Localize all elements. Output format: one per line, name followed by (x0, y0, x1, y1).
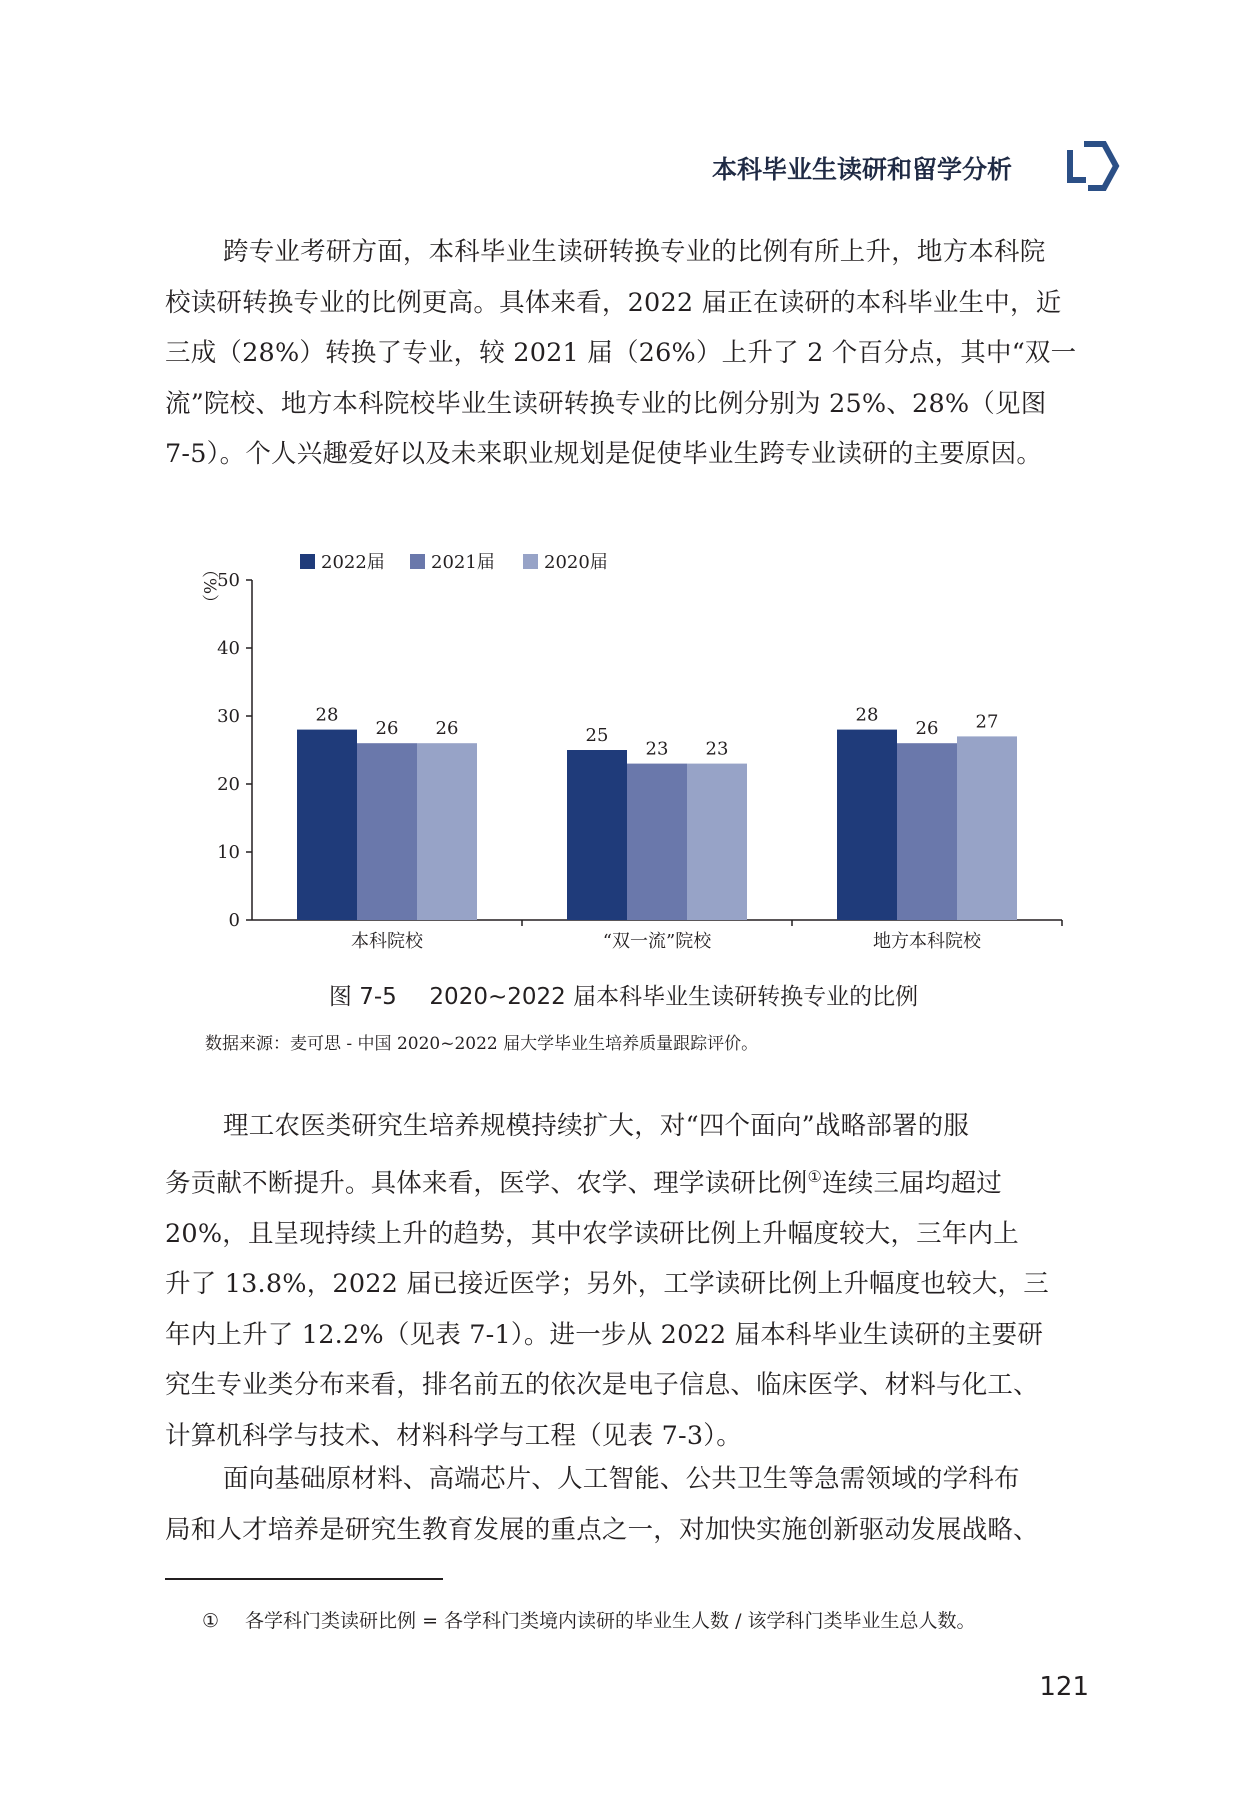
paragraph-cross-major (165, 227, 1090, 480)
running-header (600, 140, 1120, 196)
paragraph-key-fields (165, 1454, 1090, 1555)
legend-label: 2022届 (321, 552, 385, 573)
header-title: 本科毕业生读研和留学分析 (711, 155, 1012, 184)
bar-value-label: 28 (315, 704, 339, 726)
paragraph-line: 年内上升了 12.2%（见表 7-1）。进一步从 2022 届本科毕业生读研的主要研 (165, 1319, 1044, 1350)
legend-label: 2021届 (431, 552, 495, 573)
bar-value-label: 23 (645, 738, 669, 760)
bar (567, 750, 627, 920)
paragraph-line: 升了 13.8%，2022 届已接近医学；另外，工学读研比例上升幅度也较大，三 (165, 1269, 1049, 1299)
paragraph-line: 究生专业类分布来看，排名前五的依次是电子信息、临床医学、材料与化工、 (165, 1370, 1039, 1400)
bar (687, 764, 747, 920)
paragraph-line: 面向基础原材料、高端芯片、人工智能、公共卫生等急需领域的学科布 (223, 1464, 1020, 1494)
y-tick-label: 20 (217, 774, 240, 795)
footnote-label: 各学科门类读研比例 (245, 1610, 417, 1632)
bar-value-label: 26 (375, 718, 399, 740)
paragraph-line: 三成（28%）转换了专业，较 2021 届（26%）上升了 2 个百分点，其中“双一 (165, 338, 1077, 368)
paragraph-line: 7-5）。个人兴趣爱好以及未来职业规划是促使毕业生跨专业读研的主要原因。 (165, 439, 1043, 469)
y-tick-label: 50 (217, 570, 240, 591)
data-source: 数据来源：麦可思 - 中国 2020~2022 届大学毕业生培养质量跟踪评价。 (205, 1034, 759, 1054)
paragraph-line: 跨专业考研方面，本科毕业生读研转换专业的比例有所上升，地方本科院 (223, 237, 1046, 267)
paragraph-line: 计算机科学与技术、材料科学与工程（见表 7-3）。 (165, 1420, 742, 1451)
bar-chart (190, 540, 1090, 960)
chapter-bracket-arrow-icon (1064, 140, 1120, 196)
legend-swatch (300, 554, 315, 569)
legend-swatch (523, 554, 538, 569)
bar-value-label: 23 (705, 738, 729, 760)
bar (897, 743, 957, 920)
paragraph-stem-growth (165, 1101, 1090, 1461)
bar (357, 743, 417, 920)
bar (627, 764, 687, 920)
footnote-mark: ① (202, 1610, 220, 1632)
paragraph-line: 理工农医类研究生培养规模持续扩大，对“四个面向”战略部署的服 (223, 1111, 970, 1141)
x-category-label: 本科院校 (351, 931, 423, 952)
legend-swatch (410, 554, 425, 569)
bar-value-label: 27 (975, 711, 999, 733)
paragraph-line: 20%，且呈现持续上升的趋势，其中农学读研比例上升幅度较大，三年内上 (165, 1218, 1019, 1249)
footnote-divider (165, 1578, 443, 1580)
y-tick-label: 0 (228, 910, 240, 931)
bar-value-label: 28 (855, 704, 879, 726)
y-tick-label: 40 (217, 638, 240, 659)
y-tick-label: 10 (217, 842, 240, 863)
figure-label: 图 7-5 (328, 984, 397, 1010)
bar-value-label: 26 (435, 718, 459, 740)
paragraph-line (165, 1152, 1090, 1209)
bar-value-label: 25 (585, 725, 609, 746)
y-tick-label: 30 (217, 706, 240, 727)
figure-caption (0, 978, 1247, 1011)
paragraph-text: 务贡献不断提升。具体来看，医学、农学、理学读研比例 (165, 1168, 808, 1198)
paragraph-line: 校读研转换专业的比例更高。具体来看，2022 届正在读研的本科毕业生中，近 (165, 287, 1062, 318)
bar (957, 736, 1017, 920)
figure-title: 2020~2022 届本科毕业生读研转换专业的比例 (429, 984, 919, 1010)
bar-value-label: 26 (915, 718, 939, 740)
bar (417, 743, 477, 920)
x-category-label: 地方本科院校 (873, 931, 981, 952)
paragraph-line: 局和人才培养是研究生教育发展的重点之一，对加快实施创新驱动发展战略、 (165, 1514, 1039, 1545)
footnote-text: = 各学科门类境内读研的毕业生人数 / 该学科门类毕业生总人数。 (416, 1610, 976, 1632)
bar (837, 730, 897, 920)
page-number: 121 (1039, 1672, 1089, 1702)
y-axis-label: （%） (199, 560, 219, 612)
footnote-reference[interactable]: ① (807, 1166, 823, 1186)
paragraph-text: 连续三届均超过 (822, 1168, 1002, 1198)
footnote (202, 1606, 976, 1633)
x-category-label: “双一流”院校 (602, 931, 712, 952)
paragraph-line: 流”院校、地方本科院校毕业生读研转换专业的比例分别为 25%、28%（见图 (165, 388, 1047, 419)
bar (297, 730, 357, 920)
legend-label: 2020届 (544, 552, 608, 573)
